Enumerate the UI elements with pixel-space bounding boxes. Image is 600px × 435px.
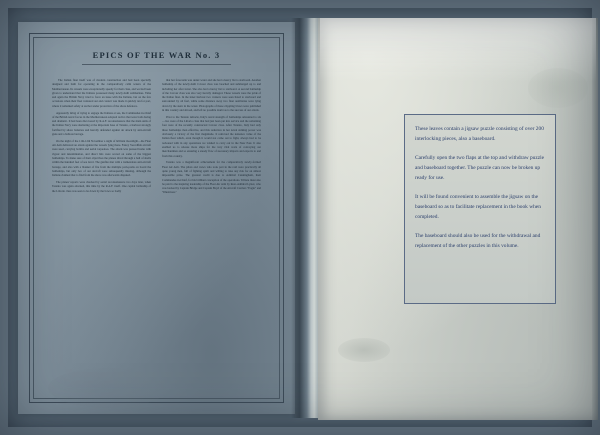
- left-page: [18, 22, 295, 414]
- paragraph: Prior to the Taranto debacle, Italy's naval strength of battleships amounted to six—two were of the Littorio class that had just been put into service and the remaining four were of the recently constructed Cavour class. After Taranto, Italy had only three battleships then effective, and this reduction in her naval striking power was obviously a victory of the first magnitude. It removed the nuisance value of the Italian fleet which, even though it would not come out to fight, always had to be reckoned with in any operations we wished to carry out in the Near East. It also enabled us to release more ships for the very vital work of convoying our merchantmen and so ensuring a steady flow of necessary imports and exports to and from this country.: [162, 114, 261, 158]
- text-column-right: [162, 78, 261, 388]
- page-title: EPICS OF THE WAR No. 3: [92, 50, 221, 60]
- instruction-paragraph: These leaves contain a jigsaw puzzle consisting of over 200 interlocking pieces, also a baseboard.: [415, 126, 544, 142]
- text-columns: [52, 78, 261, 388]
- paragraph: Apparently tiring of trying to engage the Italians at sea, the Commander-in-Chief of the British naval forces in the Mediterranean adopted tactics that were both daring and dramatic. It had been discovered by R.A.F. reconnaissance that the main units of the Italian Navy were sheltering at the important base of Taranto, a harbour strongly fortified by shore batteries and heavily defended against air attack by anti-aircraft guns and a balloon barrage.: [52, 110, 151, 137]
- instruction-label: [404, 114, 556, 304]
- title-divider: [82, 64, 231, 65]
- left-page-border-inner: [33, 37, 280, 399]
- paragraph: The planes' reports were checked by aerial reconnaissance two days later, when Taranto was again attacked, this time by the R.A.F. itself. One capital battleship of the Littorio class was seen to be down by the bows so badly: [52, 180, 151, 193]
- paragraph: Taranto was a magnificent achievement for the comparatively newly-formed Fleet Air Arm. The pilots and crews who took part in the raid were practically all quite young men, full of fighting spirit and willing to take any risk for an almost impossible prize. The greatest credit is due to Admiral Cunningham, their Commander-in-Chief, for his brilliant conception of the operations. Tribute must also be paid to the inspiring leadership of the Fleet Air Arm by Rear-Admiral Lyster, who was backed by Captain Bridge and Captain Boyd of the Aircraft Carriers "Eagle" and "Illustrious.": [162, 160, 261, 195]
- instruction-paragraph: The baseboard should also be used for the withdrawal and replacement of the other puzzles in this volume.: [415, 233, 541, 249]
- page-edge: [592, 18, 598, 420]
- text-column-left: [52, 78, 151, 388]
- paragraph: The Italian fleet itself was of modern construction and had been specially designed and built for operating in the comparatively calm waters of the Mediterranean. Its vessels were exceptionally speedy for their class, and we had been given to understand that the Italians possessed many newly-built submarines. Time and again the British Navy tried to force an issue with the Italians, but on the few occasions when their fleet ventured out and contact was made it quickly ran for port, where it remained safely at anchor under protection of the shore defences.: [52, 78, 151, 108]
- instruction-paragraph: It will be found convenient to assemble the jigsaw on the baseboard so as to facilitate replacement in the book when completed.: [415, 194, 541, 220]
- paragraph: that her forecastle was under water and she had a heavy list to starboard. Another battleship of the newly-built Cavour class was beached and submerged up to and including her after turret. She also had a heavy list to starboard. A second battleship of the Cavour class was also very heavily damaged. These vessels were the pride of the Italian fleet. In the inner harbour two cruisers were seen listed to starboard and surrounded by oil fuel, while some distance away two fleet auxiliaries were lying down by the stern in the water. Photographs of these crippling blows were published in this country and abroad, and left no possible doubt as to the success of our attack.: [162, 78, 261, 113]
- open-book: [8, 8, 592, 427]
- right-page: [318, 18, 598, 420]
- paragraph: On the night of the 11th-12th November a night of brilliant moonlight—the Fleet Air Arm delivered an attack against the vessels lying there. Fairey Swordfish aircraft were used, carrying bombs and aerial torpedoes. The attack was pressed home with vigour and determination, and direct hits were scored on some of the biggest battleships. To make sure of their objectives the planes dived through a hail of shells within the hundred feet of sea level. The gunfire met with a tremendous anti-aircraft barrage, and also with a blanket of fire from the multiple pom-poms on board the battleships, but only two of our aircraft were subsequently missing, although the Italians claimed that to find from the shore was afterwards disputed.: [52, 138, 151, 178]
- instruction-paragraph: Carefully open the two flaps at the top and withdraw puzzle and baseboard together. The puzzle can now be broken up ready for use.: [415, 155, 545, 181]
- left-page-border-outer: [29, 33, 284, 403]
